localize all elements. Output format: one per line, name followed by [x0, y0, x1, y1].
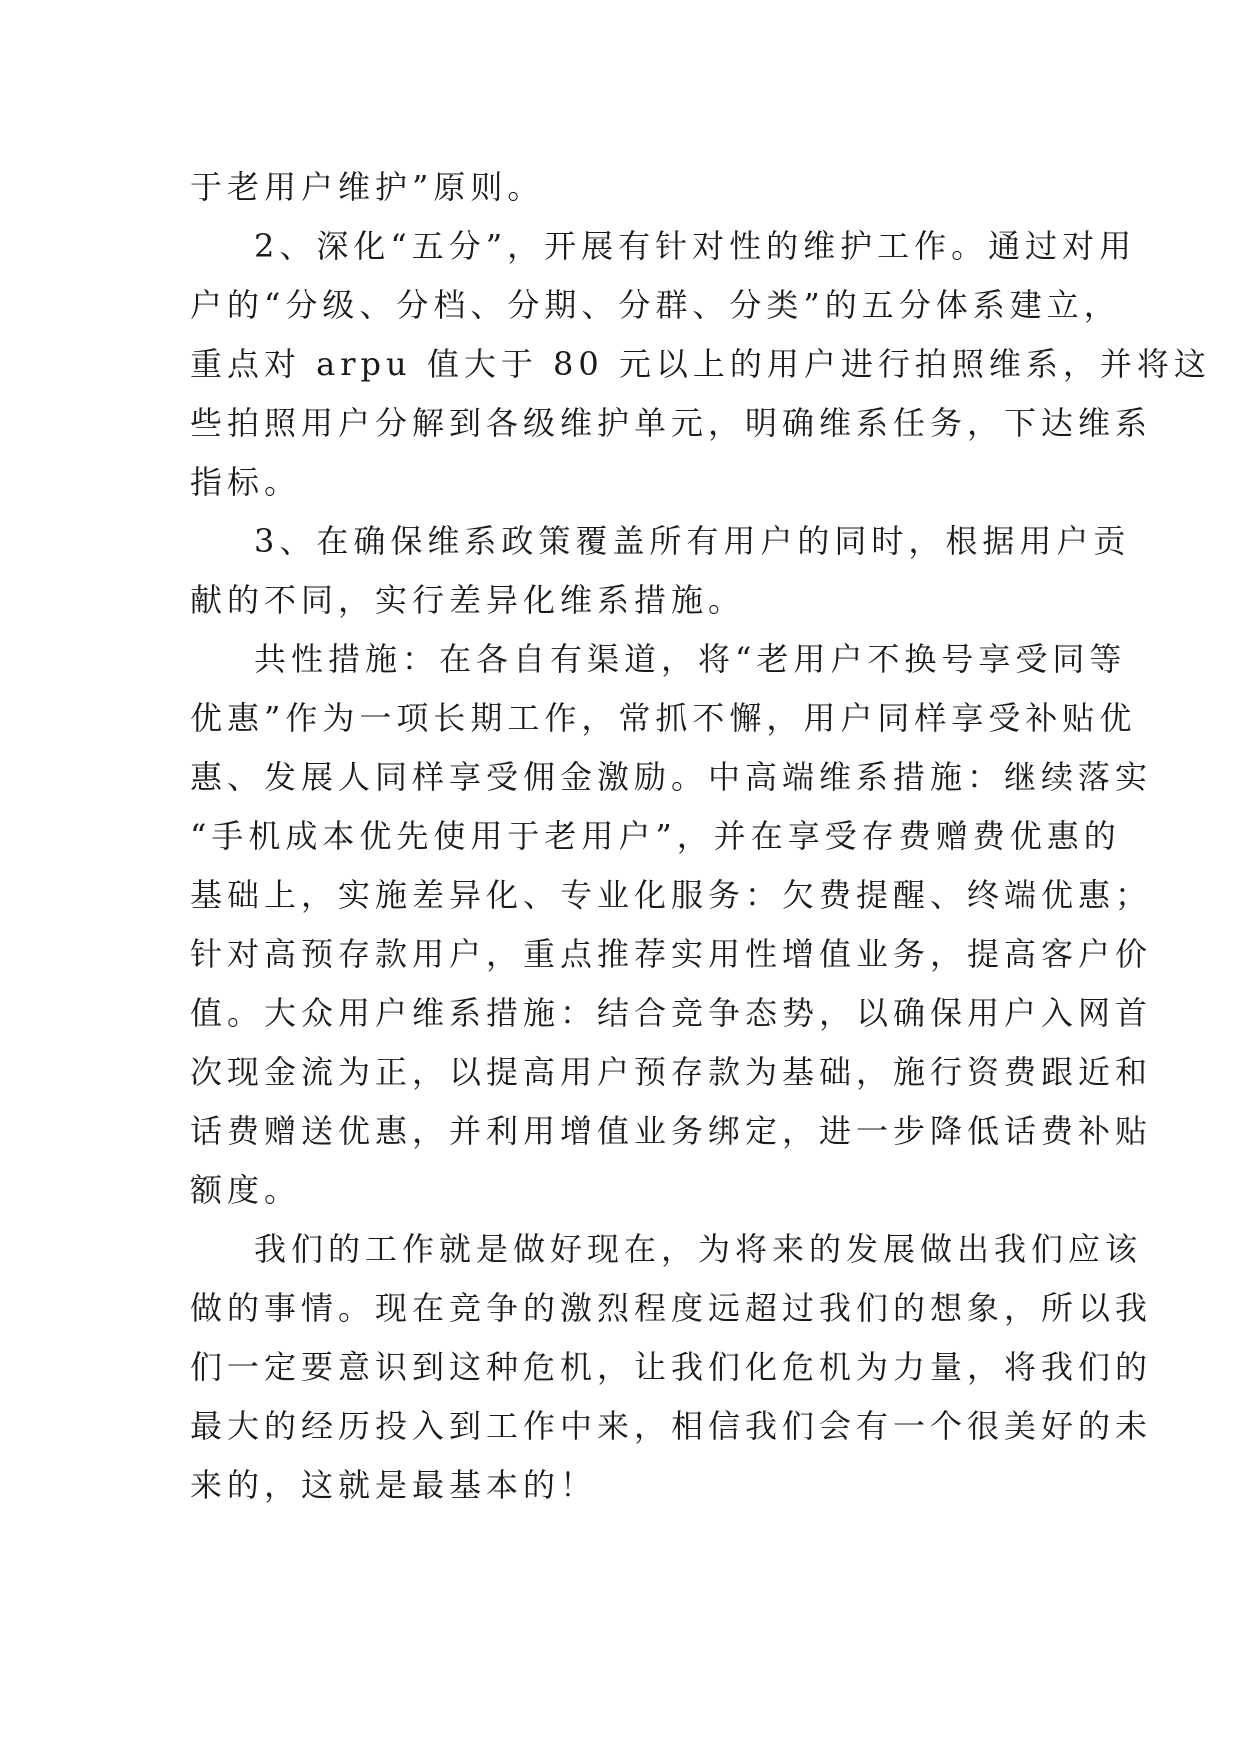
text-line: 3、在确保维系政策覆盖所有用户的同时，根据用户贡	[254, 522, 1131, 560]
text-line: 来的，这就是最基本的！	[190, 1466, 598, 1504]
text-line: “手机成本优先使用于老用户”，并在享受存费赠费优惠的	[190, 817, 1121, 855]
text-line: 次现金流为正，以提高用户预存款为基础，施行资费跟近和	[190, 1053, 1153, 1091]
text-line: 重点对 arpu 值大于 80 元以上的用户进行拍照维系，并将这	[190, 345, 1211, 383]
text-line: 惠、发展人同样享受佣金激励。中高端维系措施：继续落实	[190, 758, 1153, 796]
text-line: 于老用户维护”原则。	[190, 168, 545, 206]
text-line: 户的“分级、分档、分期、分群、分类”的五分体系建立，	[190, 286, 1121, 324]
text-line: 们一定要意识到这种危机，让我们化危机为力量，将我们的	[190, 1348, 1153, 1386]
text-line: 话费赠送优惠，并利用增值业务绑定，进一步降低话费补贴	[190, 1112, 1153, 1150]
text-line: 优惠”作为一项长期工作，常抓不懈，用户同样享受补贴优	[190, 699, 1137, 737]
text-line: 些拍照用户分解到各级维护单元，明确维系任务，下达维系	[190, 404, 1153, 442]
text-line: 我们的工作就是做好现在，为将来的发展做出我们应该	[254, 1230, 1143, 1268]
text-line: 最大的经历投入到工作中来，相信我们会有一个很美好的未	[190, 1407, 1153, 1445]
text-line: 额度。	[190, 1171, 302, 1209]
text-line: 2、深化“五分”，开展有针对性的维护工作。通过对用	[254, 227, 1137, 265]
text-line: 基础上，实施差异化、专业化服务：欠费提醒、终端优惠；	[190, 876, 1153, 914]
text-line: 做的事情。现在竞争的激烈程度远超过我们的想象，所以我	[190, 1289, 1153, 1327]
text-line: 指标。	[190, 463, 302, 501]
text-line: 献的不同，实行差异化维系措施。	[190, 581, 746, 619]
text-line: 共性措施：在各自有渠道，将“老用户不换号享受同等	[254, 640, 1127, 678]
text-line: 值。大众用户维系措施：结合竞争态势，以确保用户入网首	[190, 994, 1153, 1032]
text-line: 针对高预存款用户，重点推荐实用性增值业务，提高客户价	[190, 935, 1153, 973]
